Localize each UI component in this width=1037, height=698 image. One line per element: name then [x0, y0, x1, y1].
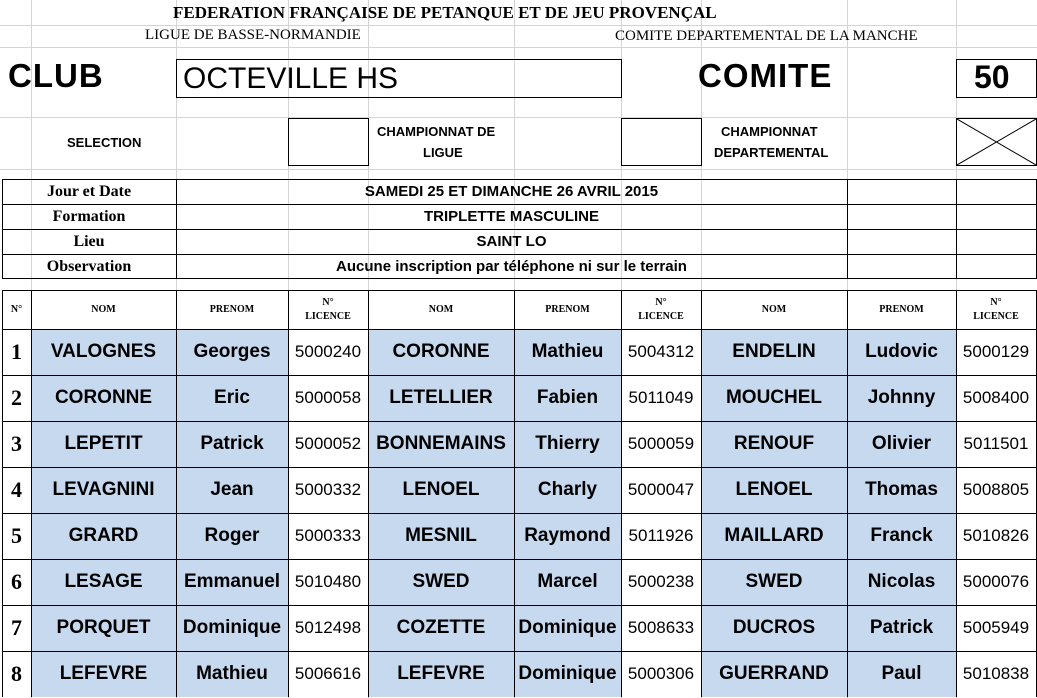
player-prenom: Dominique — [176, 605, 288, 651]
row-number: 5 — [11, 523, 22, 548]
player-nom: LESAGE — [31, 559, 176, 605]
player-prenom: Johnny — [847, 375, 956, 421]
comite-dept-title: COMITE DEPARTEMENTAL DE LA MANCHE — [615, 28, 918, 44]
player-prenom: Dominique — [514, 605, 621, 651]
info-label-lieu: Lieu — [73, 232, 105, 250]
table-row-border — [2, 513, 1036, 514]
player-licence: 5010838 — [962, 664, 1030, 683]
player-nom: CORONNE — [368, 329, 514, 375]
info-label-date: Jour et Date — [46, 182, 132, 200]
player-licence: 5000047 — [627, 480, 695, 499]
row-number: 1 — [11, 339, 22, 364]
player-nom: MESNIL — [368, 513, 514, 559]
player-licence: 5011049 — [628, 388, 694, 407]
table-row-border — [2, 651, 1036, 652]
player-prenom: Thomas — [847, 467, 956, 513]
player-nom: SWED — [368, 559, 514, 605]
table-row-border — [2, 290, 1036, 291]
player-nom: MAILLARD — [701, 513, 847, 559]
player-prenom: Thierry — [514, 421, 621, 467]
info-value-observation: Aucune inscription par téléphone ni sur le terrain — [336, 258, 687, 275]
player-licence: 5000240 — [294, 342, 362, 361]
selection-label: SELECTION — [67, 135, 142, 150]
club-label: CLUB — [8, 57, 104, 94]
player-nom: CORONNE — [31, 375, 176, 421]
table-row-border — [2, 421, 1036, 422]
player-nom: LENOEL — [368, 467, 514, 513]
table-column-border — [2, 290, 3, 697]
cross-mark-icon — [957, 119, 1036, 165]
player-nom: MOUCHEL — [701, 375, 847, 421]
licence-header-label: LICENCE — [973, 310, 1019, 322]
player-prenom: Franck — [847, 513, 956, 559]
player-licence: 5000306 — [627, 664, 695, 683]
table-column-border — [956, 290, 957, 697]
table-column-border — [288, 290, 289, 697]
selection-checkbox[interactable] — [288, 118, 369, 166]
player-licence: 5011501 — [963, 434, 1029, 453]
player-licence: 5008633 — [627, 618, 695, 637]
player-nom: ENDELIN — [701, 329, 847, 375]
player-nom: GRARD — [31, 513, 176, 559]
player-prenom: Olivier — [847, 421, 956, 467]
prenom-header: PRENOM — [545, 303, 590, 315]
table-header-border — [2, 329, 1036, 330]
player-prenom: Emmanuel — [176, 559, 288, 605]
player-prenom: Jean — [176, 467, 288, 513]
row-number: 2 — [11, 385, 22, 410]
player-licence: 5010480 — [294, 572, 362, 591]
player-nom: GUERRAND — [701, 651, 847, 697]
player-licence: 5000129 — [962, 342, 1030, 361]
table-row-border — [2, 559, 1036, 560]
licence-header — [621, 290, 701, 329]
table-column-border — [847, 290, 848, 697]
table-column-border — [621, 290, 622, 697]
championnat-ligue-checkbox[interactable] — [621, 118, 702, 166]
player-prenom: Ludovic — [847, 329, 956, 375]
player-licence: 5012498 — [294, 618, 362, 637]
licence-header-label: LICENCE — [638, 310, 684, 322]
player-nom: LENOEL — [701, 467, 847, 513]
player-nom: DUCROS — [701, 605, 847, 651]
championnat-dept-checkbox[interactable] — [956, 118, 1037, 166]
player-nom: LETELLIER — [368, 375, 514, 421]
row-number: 7 — [11, 615, 22, 640]
info-label-observation: Observation — [46, 257, 132, 275]
championnat-dept-line1: CHAMPIONNAT — [721, 124, 818, 139]
table-column-border — [701, 290, 702, 697]
table-column-border — [176, 290, 177, 697]
info-label-formation: Formation — [52, 207, 126, 225]
player-licence: 5000052 — [294, 434, 362, 453]
info-value-date: SAMEDI 25 ET DIMANCHE 26 AVRIL 2015 — [364, 183, 659, 200]
player-nom: RENOUF — [701, 421, 847, 467]
player-licence: 5005949 — [962, 618, 1030, 637]
player-licence: 5008805 — [962, 480, 1030, 499]
player-nom: PORQUET — [31, 605, 176, 651]
player-nom: BONNEMAINS — [368, 421, 514, 467]
table-row-border — [2, 375, 1036, 376]
player-prenom: Mathieu — [514, 329, 621, 375]
nom-header: NOM — [428, 303, 454, 315]
player-nom: LEPETIT — [31, 421, 176, 467]
player-nom: VALOGNES — [31, 329, 176, 375]
player-prenom: Raymond — [514, 513, 621, 559]
player-licence: 5000332 — [294, 480, 362, 499]
federation-title: FEDERATION FRANÇAISE DE PETANQUE ET DE JEU PROVENÇAL — [173, 3, 717, 22]
player-licence: 5000058 — [294, 388, 362, 407]
row-number: 4 — [11, 477, 22, 502]
player-prenom: Fabien — [514, 375, 621, 421]
licence-header-number: N° — [655, 296, 667, 308]
player-prenom: Patrick — [176, 421, 288, 467]
player-prenom: Georges — [176, 329, 288, 375]
player-nom: LEFEVRE — [31, 651, 176, 697]
table-row-border — [2, 467, 1036, 468]
player-prenom: Nicolas — [847, 559, 956, 605]
licence-header-number: N° — [322, 296, 334, 308]
row-number: 8 — [11, 661, 22, 686]
player-prenom: Roger — [176, 513, 288, 559]
player-nom: LEVAGNINI — [31, 467, 176, 513]
prenom-header: PRENOM — [209, 303, 255, 315]
num-header: N° — [10, 303, 23, 315]
player-prenom: Charly — [514, 467, 621, 513]
comite-label: COMITE — [698, 57, 833, 94]
player-prenom: Paul — [847, 651, 956, 697]
info-value-lieu: SAINT LO — [476, 233, 547, 250]
table-column-border — [31, 290, 32, 697]
player-nom: LEFEVRE — [368, 651, 514, 697]
nom-header: NOM — [91, 303, 116, 315]
player-licence: 5000238 — [627, 572, 695, 591]
championnat-ligue-line2: LIGUE — [423, 145, 463, 160]
player-prenom: Patrick — [847, 605, 956, 651]
player-nom: SWED — [701, 559, 847, 605]
player-licence: 5000333 — [294, 526, 362, 545]
prenom-header: PRENOM — [879, 303, 924, 315]
player-licence: 5011926 — [628, 526, 694, 545]
info-value-formation: TRIPLETTE MASCULINE — [424, 208, 599, 225]
championnat-ligue-line1: CHAMPIONNAT DE — [377, 124, 496, 139]
player-licence: 5006616 — [294, 664, 362, 683]
club-name: OCTEVILLE HS — [183, 62, 399, 95]
ligue-title: LIGUE DE BASSE-NORMANDIE — [145, 27, 361, 43]
player-nom: COZETTE — [368, 605, 514, 651]
player-prenom: Dominique — [514, 651, 621, 697]
licence-header — [956, 290, 1036, 329]
table-column-border — [368, 290, 369, 697]
championnat-dept-line2: DEPARTEMENTAL — [714, 145, 829, 160]
table-column-border — [514, 290, 515, 697]
player-prenom: Mathieu — [176, 651, 288, 697]
licence-header — [288, 290, 368, 329]
player-prenom: Eric — [176, 375, 288, 421]
player-licence: 5000076 — [962, 572, 1030, 591]
licence-header-number: N° — [990, 296, 1002, 308]
player-licence: 5000059 — [627, 434, 695, 453]
table-row-border — [2, 605, 1036, 606]
player-licence: 5008400 — [962, 388, 1030, 407]
row-number: 6 — [11, 569, 22, 594]
row-number: 3 — [11, 431, 22, 456]
player-prenom: Marcel — [514, 559, 621, 605]
comite-number: 50 — [974, 59, 1010, 95]
nom-header: NOM — [761, 303, 787, 315]
player-licence: 5010826 — [962, 526, 1030, 545]
licence-header-label: LICENCE — [305, 310, 351, 322]
player-licence: 5004312 — [627, 342, 695, 361]
